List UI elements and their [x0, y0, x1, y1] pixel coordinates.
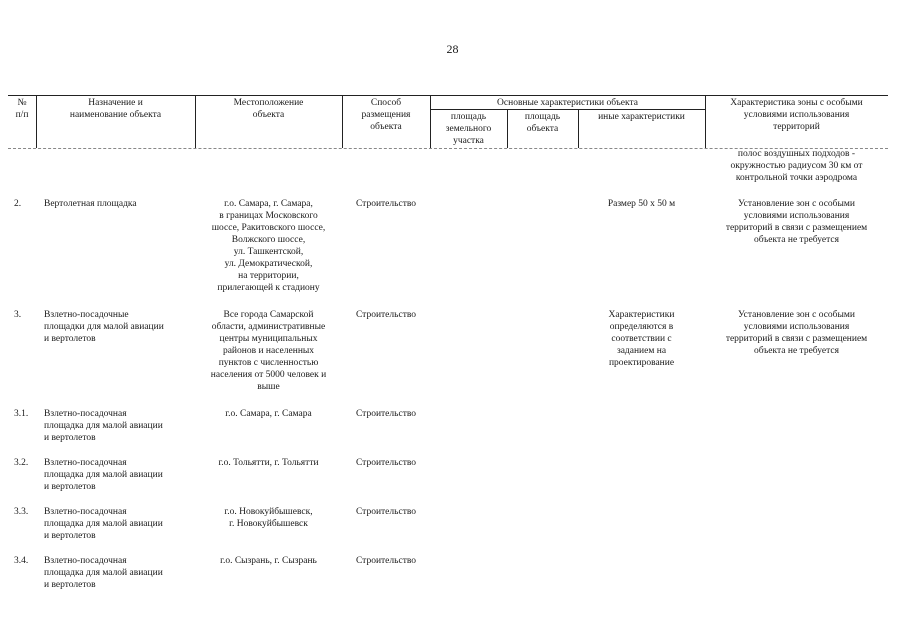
row-name: Вертолетная площадка: [44, 199, 137, 209]
row-num: 3.2.: [14, 458, 29, 468]
row-location: г.о. Тольятти, г. Тольятти: [218, 458, 319, 468]
header-other-characteristics: иные характеристики: [598, 112, 685, 122]
row-other: Размер 50 х 50 м: [607, 199, 676, 209]
row-name: Взлетно-посадочные площадки для малой авиации и вертолетов: [44, 310, 164, 344]
row-location: г.о. Новокуйбышевск, г. Новокуйбышевск: [224, 507, 313, 529]
row-method: Строительство: [355, 409, 417, 419]
row-location: г.о. Самара, г. Самара, в границах Московского шоссе, Ракитовского шоссе, Волжского шоссе, ул. Ташкентской, ул. Демократической, на территории, прилегающей к стадиону: [211, 199, 326, 293]
row-location: г.о. Самара, г. Самара: [225, 409, 312, 419]
row-name: Взлетно-посадочная площадка для малой авиации и вертолетов: [44, 409, 163, 443]
header-method: Способ размещения объекта: [361, 98, 411, 132]
row-method: Строительство: [355, 507, 417, 517]
row-name: Взлетно-посадочная площадка для малой авиации и вертолетов: [44, 507, 163, 541]
row-location: г.о. Сызрань, г. Сызрань: [220, 556, 317, 566]
row-num: 2.: [14, 199, 22, 209]
header-zone: Характеристика зоны с особыми условиями использования территорий: [730, 98, 863, 132]
row-location: Все города Самарской области, административные центры муниципальных районов и населенных пунктов с численностью населения от 5000 человек и выше: [210, 310, 327, 392]
row-method: Строительство: [355, 458, 417, 468]
row-zone: Установление зон с особыми условиями использования территорий в связи с размещением объекта не требуется: [725, 310, 868, 356]
page-number: 28: [446, 42, 459, 56]
header-main-characteristics: Основные характеристики объекта: [497, 98, 638, 108]
row-num: 3.1.: [14, 409, 29, 419]
row-zone: Установление зон с особыми условиями использования территорий в связи с размещением объекта не требуется: [725, 199, 868, 245]
row-other: Характеристики определяются в соответствии с заданием на проектирование: [608, 310, 675, 368]
row-name: Взлетно-посадочная площадка для малой авиации и вертолетов: [44, 556, 163, 590]
row-num: 3.: [14, 310, 22, 320]
row-method: Строительство: [355, 310, 417, 320]
header-object-area: площадь объекта: [524, 112, 561, 134]
header-name: Назначение и наименование объекта: [69, 98, 162, 120]
row-name: Взлетно-посадочная площадка для малой авиации и вертолетов: [44, 458, 163, 492]
continuation-text: полос воздушных подходов - окружностью радиусом 30 км от контрольной точки аэродрома: [730, 149, 863, 183]
header-land-area: площадь земельного участка: [445, 112, 492, 146]
row-method: Строительство: [355, 556, 417, 566]
header-num: № п/п: [15, 98, 29, 120]
row-num: 3.3.: [14, 507, 29, 517]
row-method: Строительство: [355, 199, 417, 209]
row-num: 3.4.: [14, 556, 29, 566]
header-location: Местоположение объекта: [233, 98, 304, 120]
